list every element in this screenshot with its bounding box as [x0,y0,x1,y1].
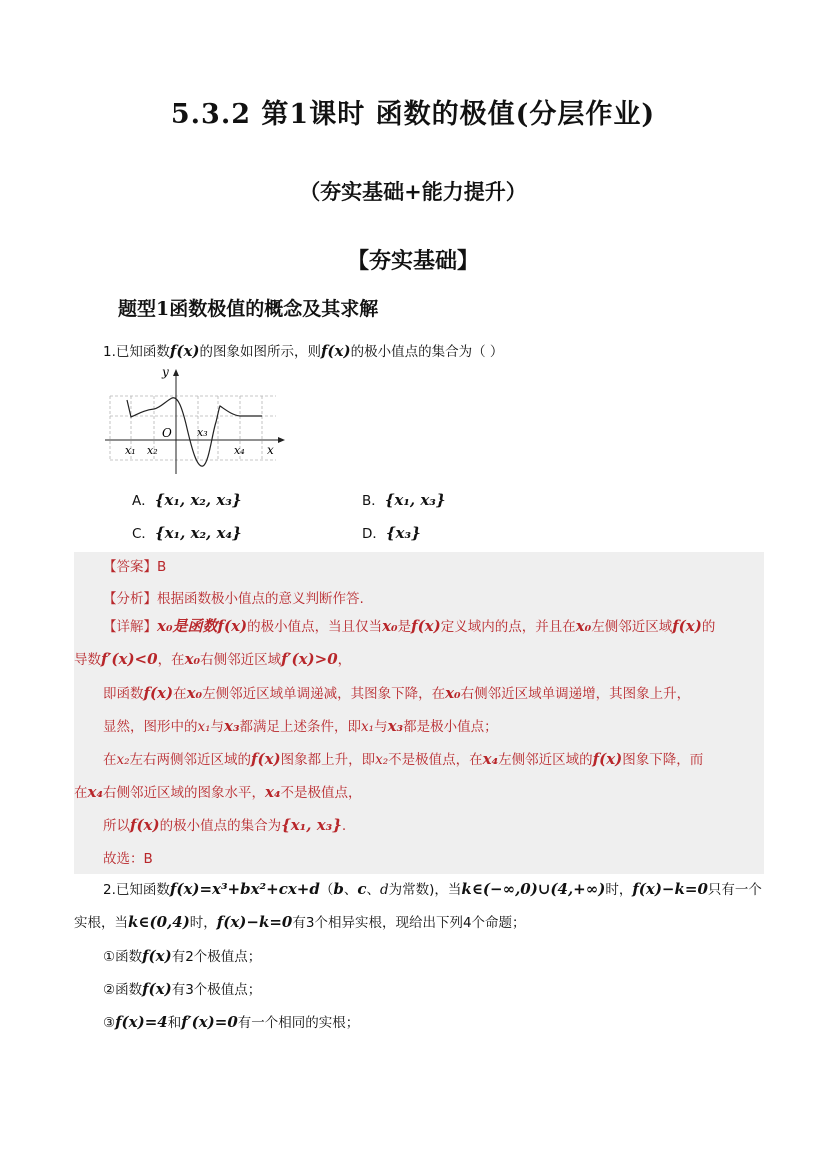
question-1-stem: 1.已知函数f(x)的图象如图所示，则f(x)的极小值点的集合为（ ） [103,342,504,360]
option-a[interactable]: A．{x₁, x₂, x₃} [132,491,242,509]
page-title: 5.3.2 第1课时 函数的极值(分层作业) [170,99,656,130]
detail-line-6: 在x₄右侧邻近区域的图象水平，x₄不是极值点， [74,783,362,801]
x4-label: x₄ [234,444,245,457]
function-graph [100,368,290,480]
proposition-2: ②函数f(x)有3个极值点； [103,980,262,998]
choice-line: 故选：B [103,851,153,867]
option-d[interactable]: D．{x₃} [362,524,421,542]
y-axis-label: y [162,368,169,379]
detail-line-2: 导数f′(x)<0，在x₀右侧邻近区域f′(x)>0， [74,650,352,668]
proposition-3: ③f(x)=4和f′(x)=0有一个相同的实根； [103,1013,360,1031]
origin-label: O [162,426,172,440]
x-axis-label: x [267,443,274,457]
question-type-heading: 题型1函数极值的概念及其求解 [118,298,379,320]
question-2-line-2: 实根，当k∈(0,4)时，f(x)−k=0有3个相异实根，现给出下列4个命题； [74,913,526,931]
option-b[interactable]: B．{x₁, x₃} [362,491,446,509]
section-heading: 【夯实基础】 [346,248,479,274]
x3-label: x₃ [197,426,208,439]
question-2-line-1: 2.已知函数f(x)=x³+bx²+cx+d（b、c、d为常数)，当k∈(−∞,0)∪(4,+∞)时，f(x)−k=0只有一个 [103,880,762,898]
detail-line-3: 即函数f(x)在x₀左侧邻近区域单调递减，其图象下降，在x₀右侧邻近区域单调递增，其图象上升， [103,684,691,702]
detail-line-7: 所以f(x)的极小值点的集合为{x₁, x₃}. [103,816,347,834]
detail-line-1: 【详解】x₀是函数f(x)的极小值点，当且仅当x₀是f(x)定义域内的点，并且在x₀左侧邻近区域f(x)的 [103,617,716,635]
answer-line: 【答案】B [103,559,167,575]
option-c[interactable]: C．{x₁, x₂, x₄} [132,524,242,542]
detail-line-4: 显然，图形中的x₁与x₃都满足上述条件，即x₁与x₃都是极小值点； [103,717,498,735]
x-axis-arrow [278,437,285,443]
x2-label: x₂ [147,444,158,457]
x1-label: x₁ [125,444,136,457]
analysis-line: 【分析】根据函数极小值点的意义判断作答. [103,591,364,607]
proposition-1: ①函数f(x)有2个极值点； [103,947,262,965]
page-subtitle: （夯实基础+能力提升） [299,179,527,204]
y-axis-arrow [173,369,179,376]
detail-line-5: 在x₂左右两侧邻近区域的f(x)图象都上升，即x₂不是极值点，在x₄左侧邻近区域的f(x)图象下降，而 [103,750,704,768]
